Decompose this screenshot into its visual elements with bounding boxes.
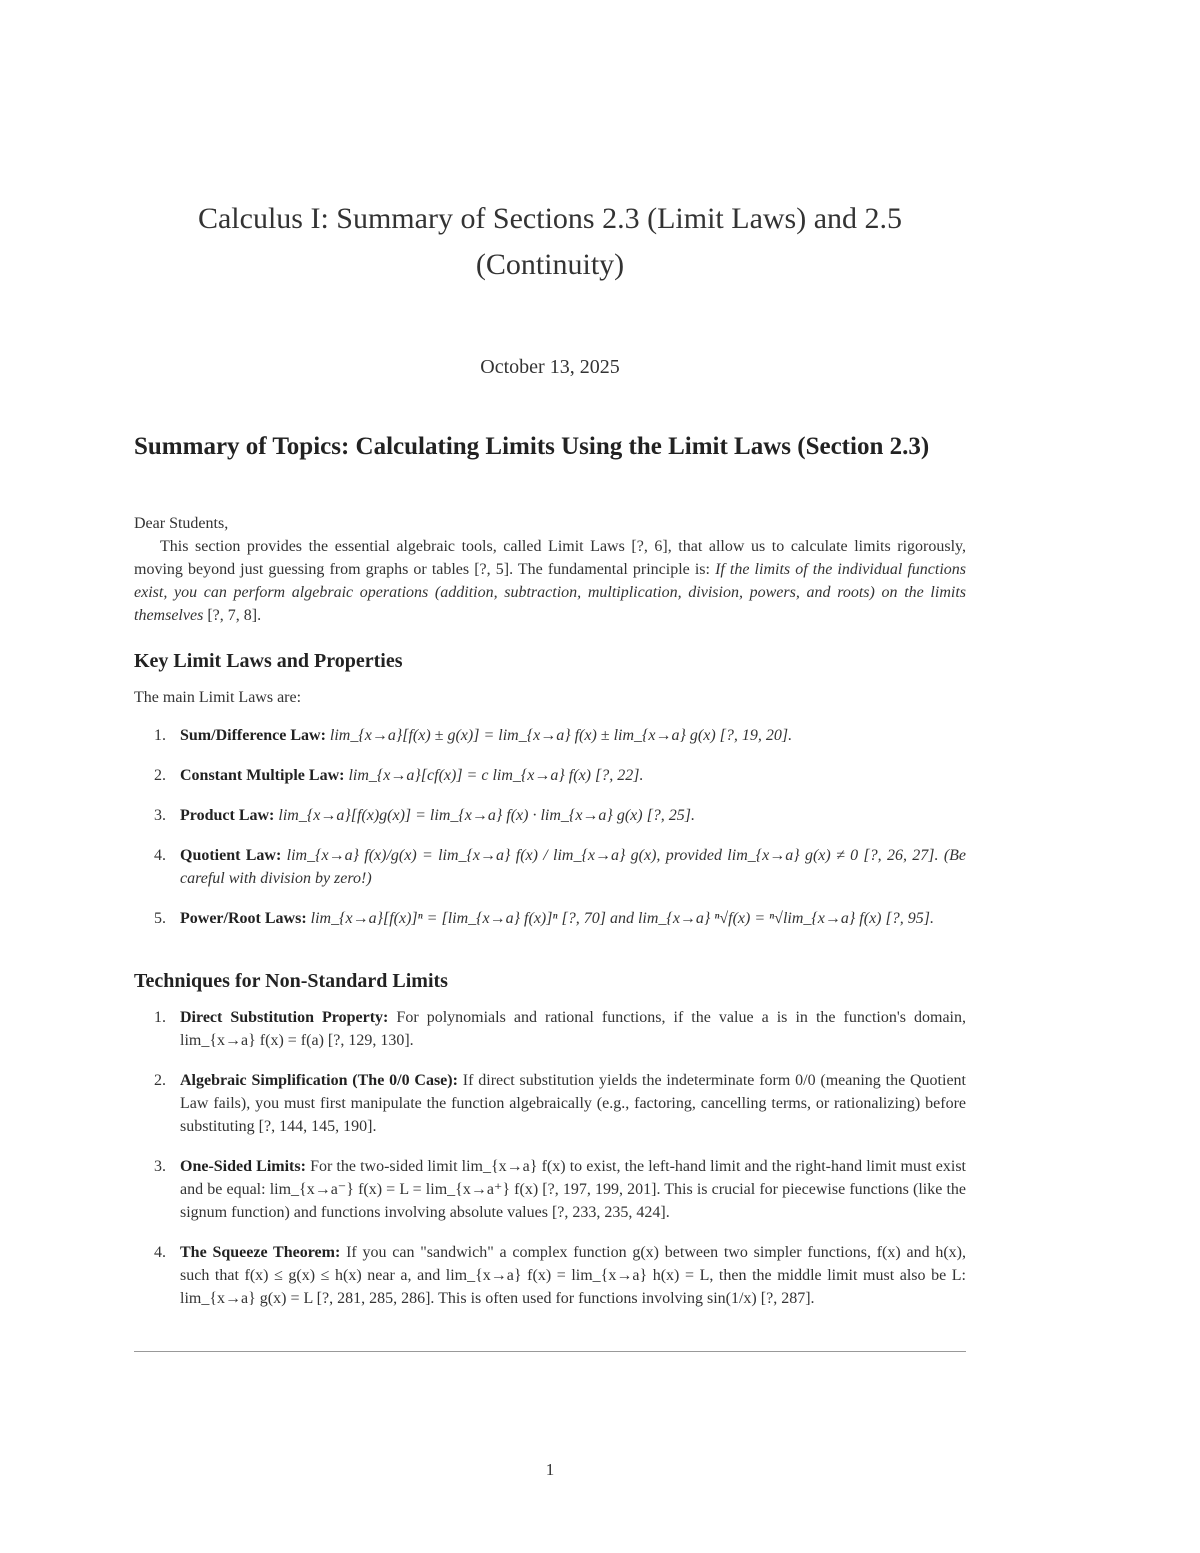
item-text: lim_{x→a}[f(x) ± g(x)] = lim_{x→a} f(x) ± lim_{x→a} g(x) [?, 19, 20]. <box>329 727 793 744</box>
item-number: 1. <box>154 1009 166 1026</box>
item-number: 4. <box>154 847 166 864</box>
item-label: Sum/Difference Law: <box>180 727 326 744</box>
limit-laws-heading: Key Limit Laws and Properties <box>134 650 403 672</box>
techniques-list <box>134 1006 966 1327</box>
list-item <box>134 1006 966 1052</box>
intro-italic-principle: If the limits of the individual functions exist, you can perform algebraic operations (addition, subtraction, multiplication, division, powers, and roots) on the limits themselves <box>134 561 967 624</box>
document-date: October 13, 2025 <box>480 356 620 378</box>
limit-laws-lead: The main Limit Laws are: <box>134 689 302 706</box>
item-label: Algebraic Simplification (The 0/0 Case): <box>180 1072 458 1089</box>
item-label: Product Law: <box>180 807 275 824</box>
item-number: 1. <box>154 727 166 744</box>
item-label: Quotient Law: <box>180 847 282 864</box>
item-number: 3. <box>154 1158 166 1175</box>
list-item <box>134 764 966 787</box>
list-item <box>134 1241 966 1310</box>
list-item <box>134 724 966 747</box>
item-text: lim_{x→a}[cf(x)] = c lim_{x→a} f(x) [?, 22]. <box>348 767 644 784</box>
salutation: Dear Students, <box>134 515 229 532</box>
document-title: Calculus I: Summary of Sections 2.3 (Limit Laws) and 2.5 (Continuity) <box>197 202 903 281</box>
page-number: 1 <box>545 1460 555 1479</box>
item-number: 5. <box>154 910 166 927</box>
item-text: If direct substitution yields the indeterminate form 0/0 (meaning the Quotient Law fails), you must first manipulate the function algebraically (e.g., factoring, cancelling terms, or rationalizing) before substituting [?, 144, 145, 190]. <box>180 1072 966 1135</box>
list-item <box>134 1155 966 1224</box>
item-text: For polynomials and rational functions, if the value a is in the function's domain, lim_{x→a} f(x) = f(a) [?, 129, 130]. <box>180 1009 967 1049</box>
item-number: 2. <box>154 767 166 784</box>
list-item <box>134 907 966 930</box>
item-number: 3. <box>154 807 166 824</box>
item-text: If you can "sandwich" a complex function g(x) between two simpler functions, f(x) and h(x), such that f(x) ≤ g(x) ≤ h(x) near a, and lim_{x→a} f(x) = lim_{x→a} h(x) = L, then the middle limit must also be L: lim_{x→a} g(x) = L [?, 281, 285, 286]. This is often used for functions involving sin(1/x) [?, 287]. <box>180 1244 967 1307</box>
techniques-heading: Techniques for Non-Standard Limits <box>134 970 448 992</box>
intro-paragraph <box>134 535 966 627</box>
list-item <box>134 1069 966 1138</box>
section-title: Summary of Topics: Calculating Limits Using the Limit Laws (Section 2.3) <box>134 433 930 460</box>
item-text: lim_{x→a}[f(x)]ⁿ = [lim_{x→a} f(x)]ⁿ [?, 70] and lim_{x→a} ⁿ√f(x) = ⁿ√lim_{x→a} f(x) [?, 95]. <box>310 910 934 927</box>
item-text: For the two-sided limit lim_{x→a} f(x) to exist, the left-hand limit and the right-hand limit must exist and be equal: lim_{x→a⁻} f(x) = L = lim_{x→a⁺} f(x) [?, 197, 199, 201]. This is crucial for piecewise functions (like the signum function) and functions involving absolute values [?, 233, 235, 424]. <box>180 1158 967 1221</box>
horizontal-rule <box>134 1351 966 1352</box>
item-label: Direct Substitution Property: <box>180 1009 389 1026</box>
item-text: lim_{x→a} f(x)/g(x) = lim_{x→a} f(x) / lim_{x→a} g(x), provided lim_{x→a} g(x) ≠ 0 [?, 26, 27]. <box>286 847 939 864</box>
item-label: Power/Root Laws: <box>180 910 307 927</box>
item-label: The Squeeze Theorem: <box>180 1244 341 1261</box>
item-number: 2. <box>154 1072 166 1089</box>
item-number: 4. <box>154 1244 166 1261</box>
item-text: lim_{x→a}[f(x)g(x)] = lim_{x→a} f(x) · lim_{x→a} g(x) [?, 25]. <box>278 807 696 824</box>
list-item <box>134 804 966 827</box>
item-label: Constant Multiple Law: <box>180 767 345 784</box>
limit-laws-list <box>134 724 966 947</box>
intro-plain-text: This section provides the essential algebraic tools, called Limit Laws [?, 6], that allow us to calculate limits rigorously, moving beyond just guessing from graphs or tables [?, 5]. The fundamental principle is: <box>134 538 966 578</box>
list-item <box>134 844 966 890</box>
intro-citation: [?, 7, 8]. <box>207 607 262 624</box>
item-label: One-Sided Limits: <box>180 1158 306 1175</box>
item-note: (Be careful with division by zero!) <box>180 847 967 887</box>
